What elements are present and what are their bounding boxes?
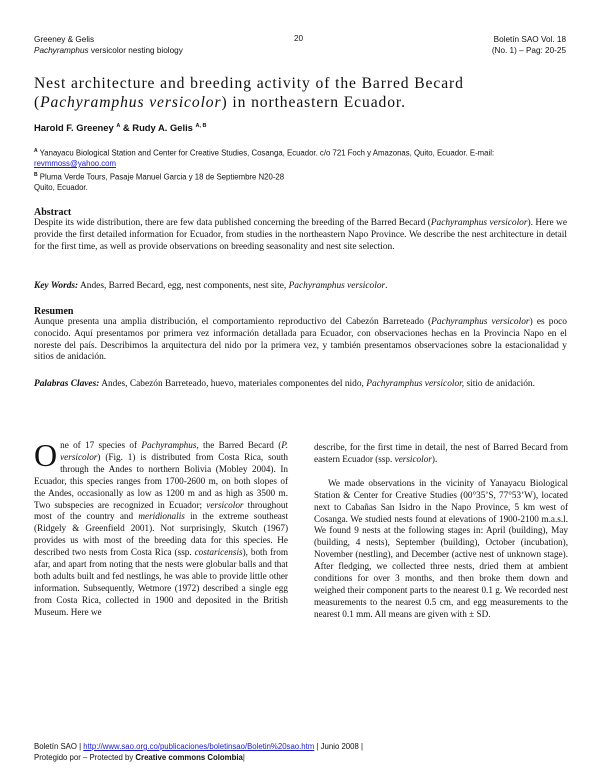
running-header-right (492, 34, 566, 56)
affiliation-a: $^A$ Yanayacu Biological Station and Center for Creative Studies, Cosanga, Ecuador. c/o 721 Foch y Amazonas, Quito, Ecuador. E-mail: revmmoss@yahoo.com (34, 148, 495, 169)
header-authors: Greeney & Gelis (34, 35, 95, 44)
palabras-label: Palabras Claves: (34, 379, 100, 389)
footer-line-2: Protegido por – Protected by Creative commons Colombia| (34, 753, 245, 762)
affiliation-b: $^B$ Pluma Verde Tours, Pasaje Manuel Garcia y 18 de Septiembre N20-28 Quito, Ecuador. (34, 171, 285, 192)
email-link[interactable]: revmmoss@yahoo.com (34, 159, 117, 169)
author-2: Rudy A. Gelis (132, 122, 193, 133)
header-issue-pages: (No. 1) – Pag: 20-25 (491, 46, 566, 55)
author-list: Harold F. Greeney $^A$ & Rudy A. Gelis $^{A, B}$ (34, 122, 207, 133)
abstract-section (34, 207, 567, 253)
methods-paragraph: We made observations in the vicinity of Yanayacu Biological Station & Center for Creative Studies (00°35’S, 77°53’W), located next to Cabañas San Isidro in the Napo Province, 5 km west of Cosanga. We studied nests found at elevations of 1900-2100 m.a.s.l. We found 9 nests at the following stages in: April (building), May (building, 4 nests), September (building), October (incubation), November (nestling), and December (active nest of unknown stage). After fledging, we collected three nests, dried them at ambient conditions for over 3 months, and then broke them down and weighed their component parts to the nearest 0.1 g. We recorded nest measurements to the nearest 0.5 cm, and egg measurements to the nearest 0.1 mm. All means are given with ± SD. (314, 477, 568, 619)
body-column-1: One of 17 species of Pachyramphus, the Barred Becard (P. versicolor) (Fig. 1) is distributed from Costa Rica, south through the Andes to northern Bolivia (Mobley 2004). In Ecuador, this species ranges from 1700-2600 m, on both slopes of the Andes, occasionally as low as 1200 m and as high as 3500 m. Two subspecies are recognized in Ecuador; versicolor throughout most of the country and meridionalis in the extreme southeast (Ridgely & Greenfield 2001). Not surprisingly, Skutch (1967) provides us with most of the breeding data for this species. He described two nests from Costa Rica (ssp. costaricensis), both from afar, and apart from noting that the nests were globular balls and that both adults built and fed nestlings, he was able to provide little other information. Subsequently, Wetmore (1972) described a single egg from Costa Rica, collected in 1900 and deposited in the British Museum. Here we (34, 437, 289, 617)
abstract-heading: Abstract (34, 207, 72, 218)
article-title: Nest architecture and breeding activity of the Barred Becard (Pachyramphus versicolor) in northeastern Ecuador. (34, 75, 464, 111)
affiliations (34, 146, 554, 193)
keywords: Key Words: Andes, Barred Becard, egg, nest components, nest site, Pachyramphus versicolor. (34, 281, 388, 291)
footer-line-1: Boletín SAO | http://www.sao.org.co/publicaciones/boletinsao/Boletin%20sao.htm | Junio 2008 | (34, 742, 363, 751)
resumen-heading: Resumen (34, 306, 74, 317)
running-header-left (34, 34, 183, 56)
abstract-text: Despite its wide distribution, there are few data published concerning the breeding of the Barred Becard (Pachyramphus versicolor). Here we provide the first detailed information for Ecuador, from studies in the northeastern Napo Province. We describe the nest architecture in detail for the first time, as well as provide observations on breeding seasonality and nest site selection. (34, 218, 567, 252)
keywords-label: Key Words: (34, 281, 79, 291)
header-journal-volume: Boletín SAO Vol. 18 (493, 35, 566, 44)
author-1: Harold F. Greeney (34, 122, 114, 133)
journal-url-link[interactable]: http://www.sao.org.co/publicaciones/boletinsao/Boletin%20sao.htm (83, 742, 315, 751)
page-number: 20 (294, 34, 304, 43)
body-column-2: describe, for the first time in detail, the nest of Barred Becard from eastern Ecuador (ssp. versicolor). We made observations in the vicinity of Yanayacu Biological Station & Center for Creative Studies (00°35’S, 77°53’W), located next to Cabañas San Isidro in the Napo Province, 5 km west of Cosanga. We studied nests found at elevations of 1900-2100 m.a.s.l. We found 9 nests at the following stages in: April (building), May (building, 4 nests), September (building), October (incubation), November (nestling), and December (active nest of unknown stage). After fledging, we collected three nests, dried them at ambient conditions for over 3 months, and then broke them down and weighed their component parts to the nearest 0.1 g. We recorded nest measurements to the nearest 0.5 cm, and egg measurements to the nearest 0.1 mm. All means are given with ± SD. (314, 442, 568, 619)
resumen-text: Aunque presenta una amplia distribución, el comportamiento reproductivo del Cabezón Barreteado (Pachyramphus versicolor) es poco conocido. Aquí presentamos por primera vez información detallada para Ecuador, con observaciones hechas en la Provincia Napo en el noreste del país. Describimos la arquitectura del nido por la primera vez, y también presentamos observaciones sobre la estacionalidad y sitios de anidación. (34, 317, 567, 363)
palabras-claves: Palabras Claves: Andes, Cabezón Barreteado, huevo, materiales componentes del nido, Pachyramphus versicolor, sitio de anidación. (34, 379, 535, 389)
header-short-title: Pachyramphus versicolor nesting biology (34, 46, 183, 55)
drop-cap: O (34, 437, 58, 473)
title-line1: Nest architecture and breeding activity of the Barred Becard (34, 75, 464, 92)
resumen-section (34, 306, 567, 364)
page-footer (34, 741, 363, 763)
creative-commons-link[interactable]: Creative commons Colombia (135, 753, 243, 762)
title-species: Pachyramphus versicolor (40, 94, 222, 111)
